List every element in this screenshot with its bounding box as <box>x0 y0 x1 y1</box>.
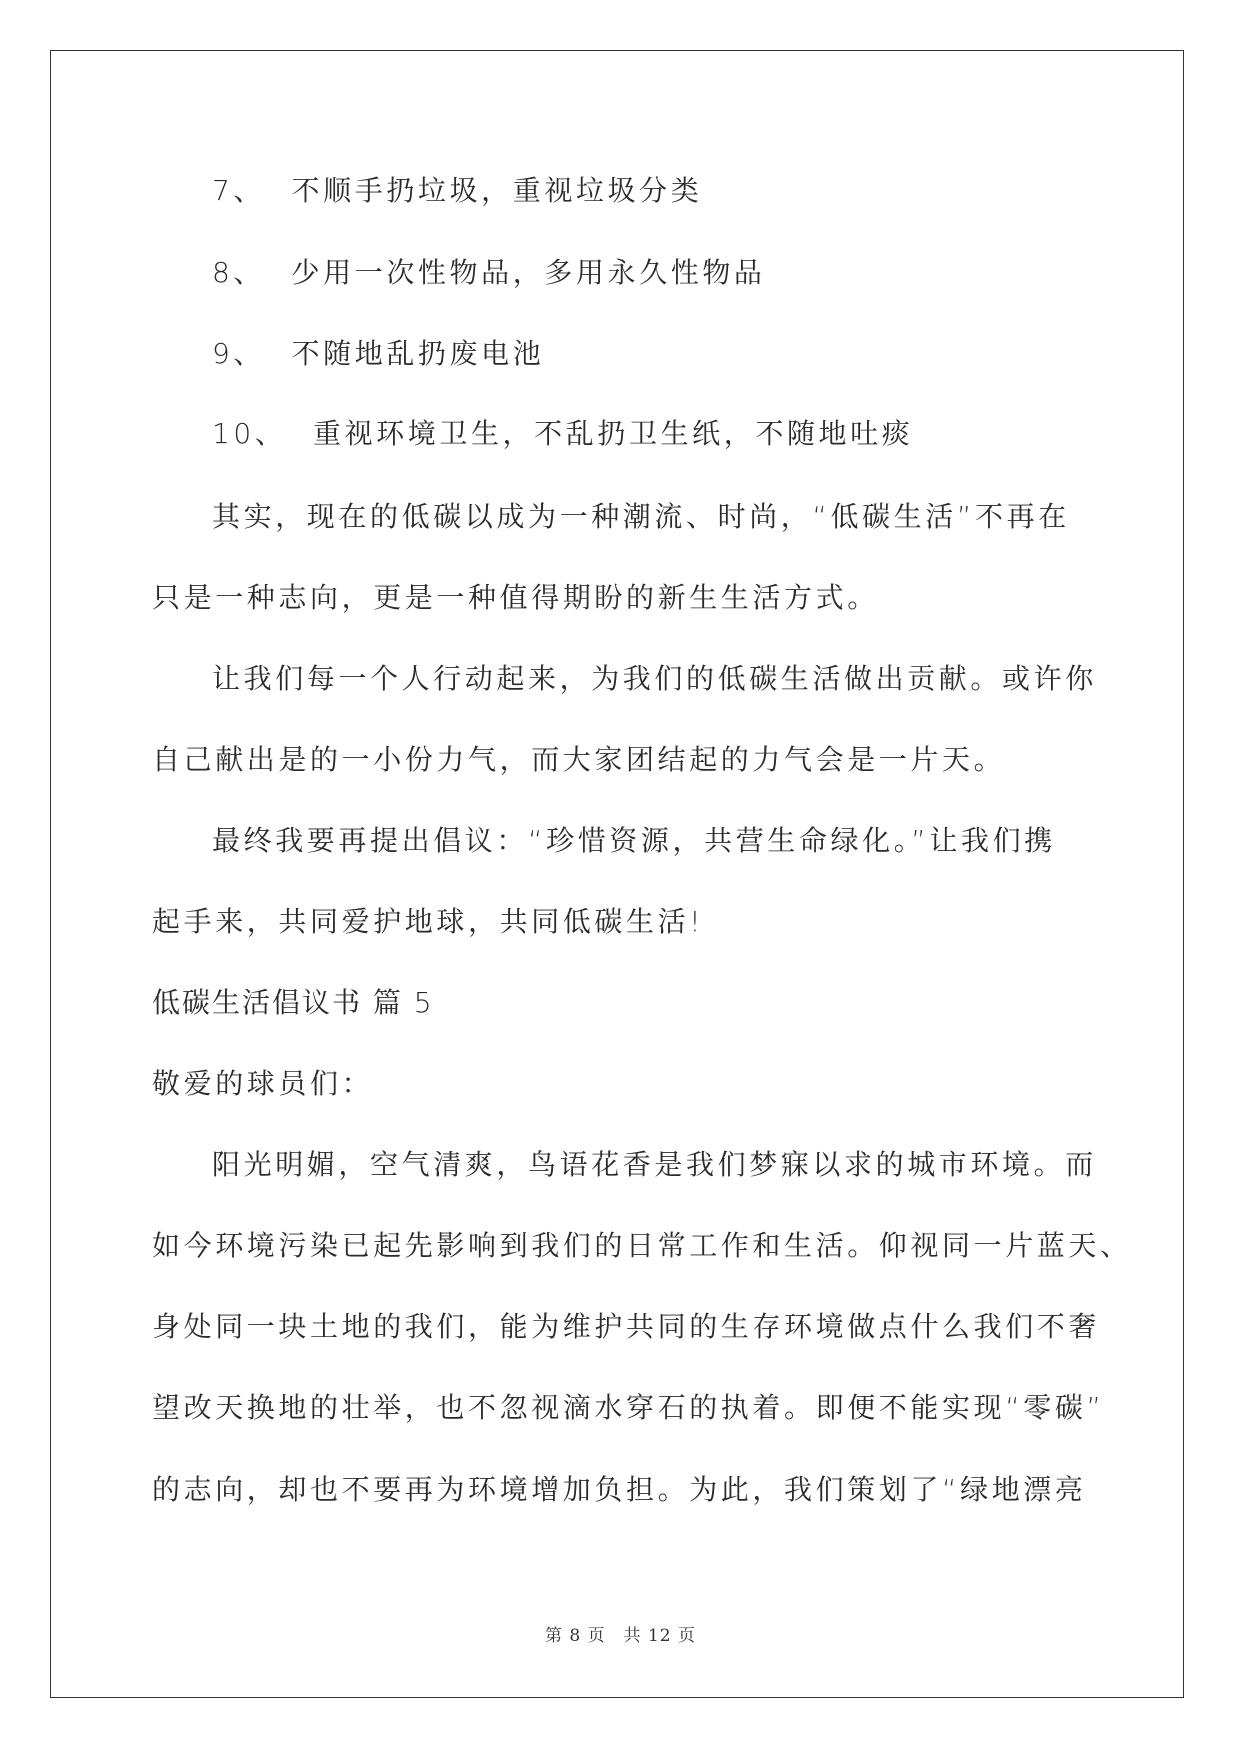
list-number: 9、 <box>212 337 266 370</box>
page-footer: 第 8 页 共 12 页 <box>544 1626 697 1646</box>
paragraph-line: 其实，现在的低碳以成为一种潮流、时尚，“低碳生活”不再在 <box>212 500 1070 533</box>
paragraph-line: 望改天换地的壮举，也不忽视滴水穿石的执着。即便不能实现“零碳” <box>152 1391 1105 1424</box>
list-text: 重视环境卫生，不乱扔卫生纸，不随地吐痰 <box>312 417 914 450</box>
section-heading: 低碳生活倡议书 篇 5 <box>152 986 434 1019</box>
paragraph-line: 让我们每一个人行动起来，为我们的低碳生活做出贡献。或许你 <box>212 662 1097 695</box>
paragraph-line: 起手来，共同爱护地球，共同低碳生活! <box>152 905 705 938</box>
list-item <box>212 414 913 454</box>
list-item <box>212 171 702 211</box>
paragraph-line: 最终我要再提出倡议：“珍惜资源，共营生命绿化。”让我们携 <box>212 824 1056 857</box>
list-text: 少用一次性物品，多用永久性物品 <box>291 256 766 289</box>
paragraph-line: 如今环境污染已起先影响到我们的日常工作和生活。仰视同一片蓝天、 <box>152 1229 1132 1262</box>
paragraph-line: 只是一种志向，更是一种值得期盼的新生生活方式。 <box>152 581 879 614</box>
list-text: 不顺手扔垃圾，重视垃圾分类 <box>291 174 703 207</box>
list-number: 10、 <box>212 417 287 450</box>
paragraph-line: 身处同一块土地的我们，能为维护共同的生存环境做点什么我们不奢 <box>152 1310 1101 1343</box>
paragraph-line: 的志向，却也不要再为环境增加负担。为此，我们策划了“绿地漂亮 <box>152 1473 1087 1506</box>
list-number: 7、 <box>212 174 266 207</box>
list-item <box>212 253 766 293</box>
list-item <box>212 334 544 374</box>
list-text: 不随地乱扔废电池 <box>291 337 545 370</box>
list-number: 8、 <box>212 256 266 289</box>
paragraph-line: 自己献出是的一小份力气，而大家团结起的力气会是一片天。 <box>152 743 1006 776</box>
paragraph-line: 阳光明媚，空气清爽，鸟语花香是我们梦寐以求的城市环境。而 <box>212 1148 1097 1181</box>
greeting: 敬爱的球员们： <box>152 1067 374 1100</box>
page-border <box>50 50 1184 1698</box>
